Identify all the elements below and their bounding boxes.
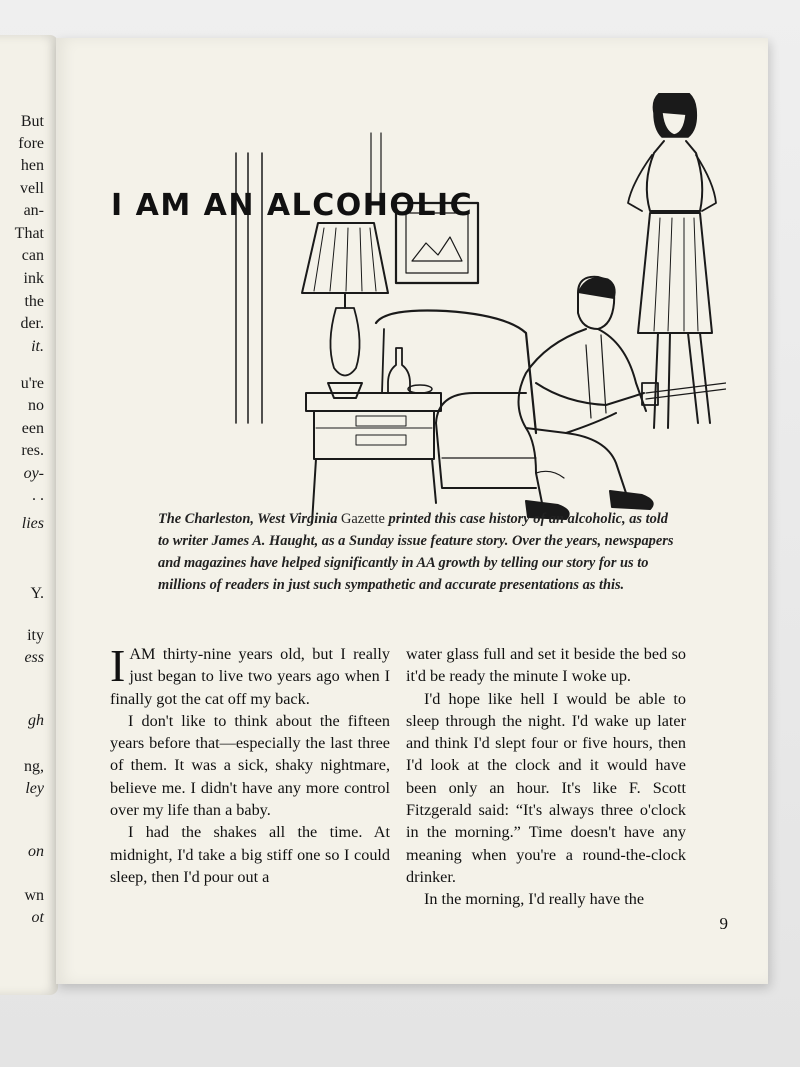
left-page-edge [0, 35, 58, 995]
body-paragraph: In the morning, I'd really have the [424, 890, 645, 909]
caption-part-1: The Charleston, West Virginia [158, 511, 341, 527]
body-paragraph: I had the shakes all the time. At midnight, I'd take a big stiff one so I could sleep, then I'd pour out a [110, 823, 390, 886]
body-column-left [110, 640, 390, 888]
left-page-fragment: gh [28, 712, 44, 729]
left-page-fragment: That [14, 225, 44, 242]
left-page-fragment: can [21, 247, 44, 264]
left-page-fragment: lies [21, 515, 44, 532]
left-page-fragment: hen [20, 157, 44, 174]
left-page-fragment: no [28, 397, 44, 414]
left-page-fragment: But [20, 113, 44, 130]
page-number: 9 [719, 914, 728, 933]
body-paragraph: water glass full and set it beside the bed so it'd be ready the minute I woke up. [406, 645, 686, 686]
illustration-caption [158, 508, 678, 596]
living-room-illustration [206, 93, 726, 548]
body-paragraph [110, 640, 390, 710]
left-page-fragment: on [28, 843, 44, 860]
left-page-fragment: der. [20, 315, 44, 332]
left-page-fragment: ink [23, 270, 44, 287]
left-page-fragment: fore [18, 135, 44, 152]
left-page-fragment: oy- [23, 465, 44, 482]
body-paragraph: I'd hope like hell I would be able to sleep through the night. I'd wake up later and think I'd slept four or five hours, then I'd look at the clock and it would have been only an hour. It's like F. Scott Fitzgerald said: “It's always three o'clock in the morning.” Time doesn't have any meaning when you're a round-the-clock drinker. [406, 689, 686, 886]
paragraph-text: AM thirty-nine years old, but I really just began to live two years ago when I finally got the cat off my back. [110, 645, 390, 708]
left-page-fragment: ng, [24, 758, 44, 775]
left-page-fragment: the [24, 293, 44, 310]
magazine-page [56, 38, 768, 984]
left-page-fragment: it. [31, 338, 44, 355]
left-page-fragment: ot [31, 909, 44, 926]
left-page-fragment: ley [25, 780, 44, 797]
caption-gazette: Gazette [341, 511, 385, 527]
caption-part-2: printed this case history of an alcoholic, as told to writer James A. Haught, as a Sunday issue feature story. Over the years, newspapers and magazines have helped significantly in AA growth by telling our story for us to millions of readers in just such sympathetic and accurate presentations as this. [158, 511, 674, 593]
left-page-fragment: wn [24, 887, 44, 904]
article-title: I AM AN ALCOHOLIC [111, 188, 474, 223]
left-page-fragment: ity [27, 627, 44, 644]
left-page-fragment: . . [32, 487, 44, 504]
left-page-fragment: res. [21, 442, 44, 459]
body-column-right [406, 643, 686, 911]
left-page-fragment: vell [20, 180, 44, 197]
left-page-fragment: een [21, 420, 44, 437]
left-page-fragment: ess [24, 649, 44, 666]
left-page-fragment: an- [23, 202, 44, 219]
left-page-fragment: u're [20, 375, 44, 392]
drop-cap: I [110, 640, 126, 691]
left-page-fragment: Y. [30, 585, 44, 602]
body-paragraph: I don't like to think about the fifteen years before that—especially the last three of them. It was a sick, shaky nightmare, believe me. I didn't have any more control over my life than a baby. [110, 711, 390, 820]
